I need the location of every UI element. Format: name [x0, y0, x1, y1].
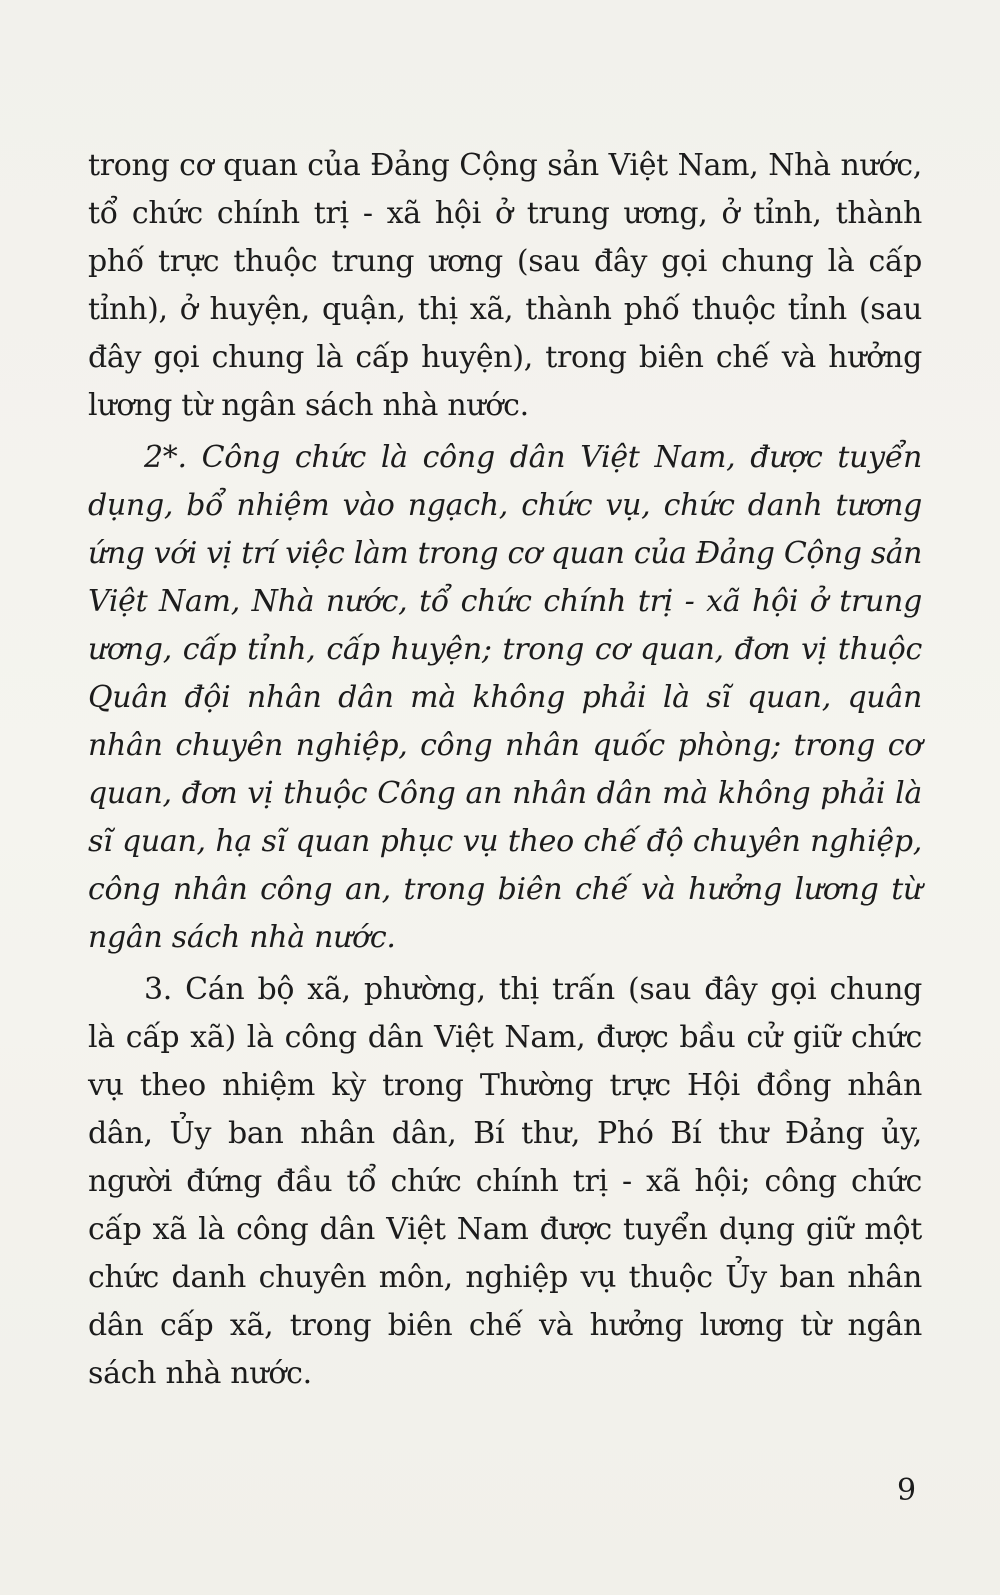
text-line: sĩ quan, hạ sĩ quan phục vụ theo chế độ chuyên nghiệp, — [88, 824, 922, 859]
text-line: Quân đội nhân dân mà không phải là sĩ quan, quân — [88, 680, 922, 715]
text-line: nhân chuyên nghiệp, công nhân quốc phòng; trong cơ — [88, 728, 922, 763]
text-line: phố trực thuộc trung ương (sau đây gọi chung là cấp — [88, 244, 922, 279]
text-line: dân cấp xã, trong biên chế và hưởng lương từ ngân — [88, 1308, 922, 1343]
text-line: quan, đơn vị thuộc Công an nhân dân mà không phải là — [88, 776, 922, 811]
body-text — [88, 142, 922, 1398]
text-line: công nhân công an, trong biên chế và hưởng lương từ — [88, 872, 922, 907]
text-line: ứng với vị trí việc làm trong cơ quan của Đảng Cộng sản — [88, 536, 922, 571]
text-line: Việt Nam, Nhà nước, tổ chức chính trị - xã hội ở trung — [88, 584, 922, 619]
paragraph-item-2 — [88, 434, 922, 962]
text-line: lương từ ngân sách nhà nước. — [88, 388, 529, 423]
text-line: 2*. Công chức là công dân Việt Nam, được tuyển — [144, 440, 922, 475]
text-line: là cấp xã) là công dân Việt Nam, được bầu cử giữ chức — [88, 1020, 922, 1055]
text-line: tổ chức chính trị - xã hội ở trung ương, ở tỉnh, thành — [88, 196, 922, 231]
text-line: người đứng đầu tổ chức chính trị - xã hội; công chức — [88, 1164, 922, 1199]
text-line: tỉnh), ở huyện, quận, thị xã, thành phố thuộc tỉnh (sau — [88, 292, 922, 327]
text-line: đây gọi chung là cấp huyện), trong biên chế và hưởng — [88, 340, 922, 375]
text-line: ương, cấp tỉnh, cấp huyện; trong cơ quan, đơn vị thuộc — [88, 632, 922, 667]
paragraph-item-3 — [88, 966, 922, 1398]
text-line: trong cơ quan của Đảng Cộng sản Việt Nam, Nhà nước, — [88, 148, 922, 183]
text-line: chức danh chuyên môn, nghiệp vụ thuộc Ủy ban nhân — [88, 1260, 922, 1295]
text-line: ngân sách nhà nước. — [88, 920, 396, 955]
text-line: dụng, bổ nhiệm vào ngạch, chức vụ, chức danh tương — [88, 488, 922, 523]
text-line: cấp xã là công dân Việt Nam được tuyển dụng giữ một — [88, 1212, 922, 1247]
paragraph-continuation — [88, 142, 922, 430]
text-line: sách nhà nước. — [88, 1356, 312, 1391]
text-line: 3. Cán bộ xã, phường, thị trấn (sau đây gọi chung — [144, 972, 922, 1007]
text-line: dân, Ủy ban nhân dân, Bí thư, Phó Bí thư Đảng ủy, — [88, 1116, 922, 1151]
text-line: vụ theo nhiệm kỳ trong Thường trực Hội đồng nhân — [88, 1068, 922, 1103]
page-number: 9 — [897, 1473, 917, 1508]
